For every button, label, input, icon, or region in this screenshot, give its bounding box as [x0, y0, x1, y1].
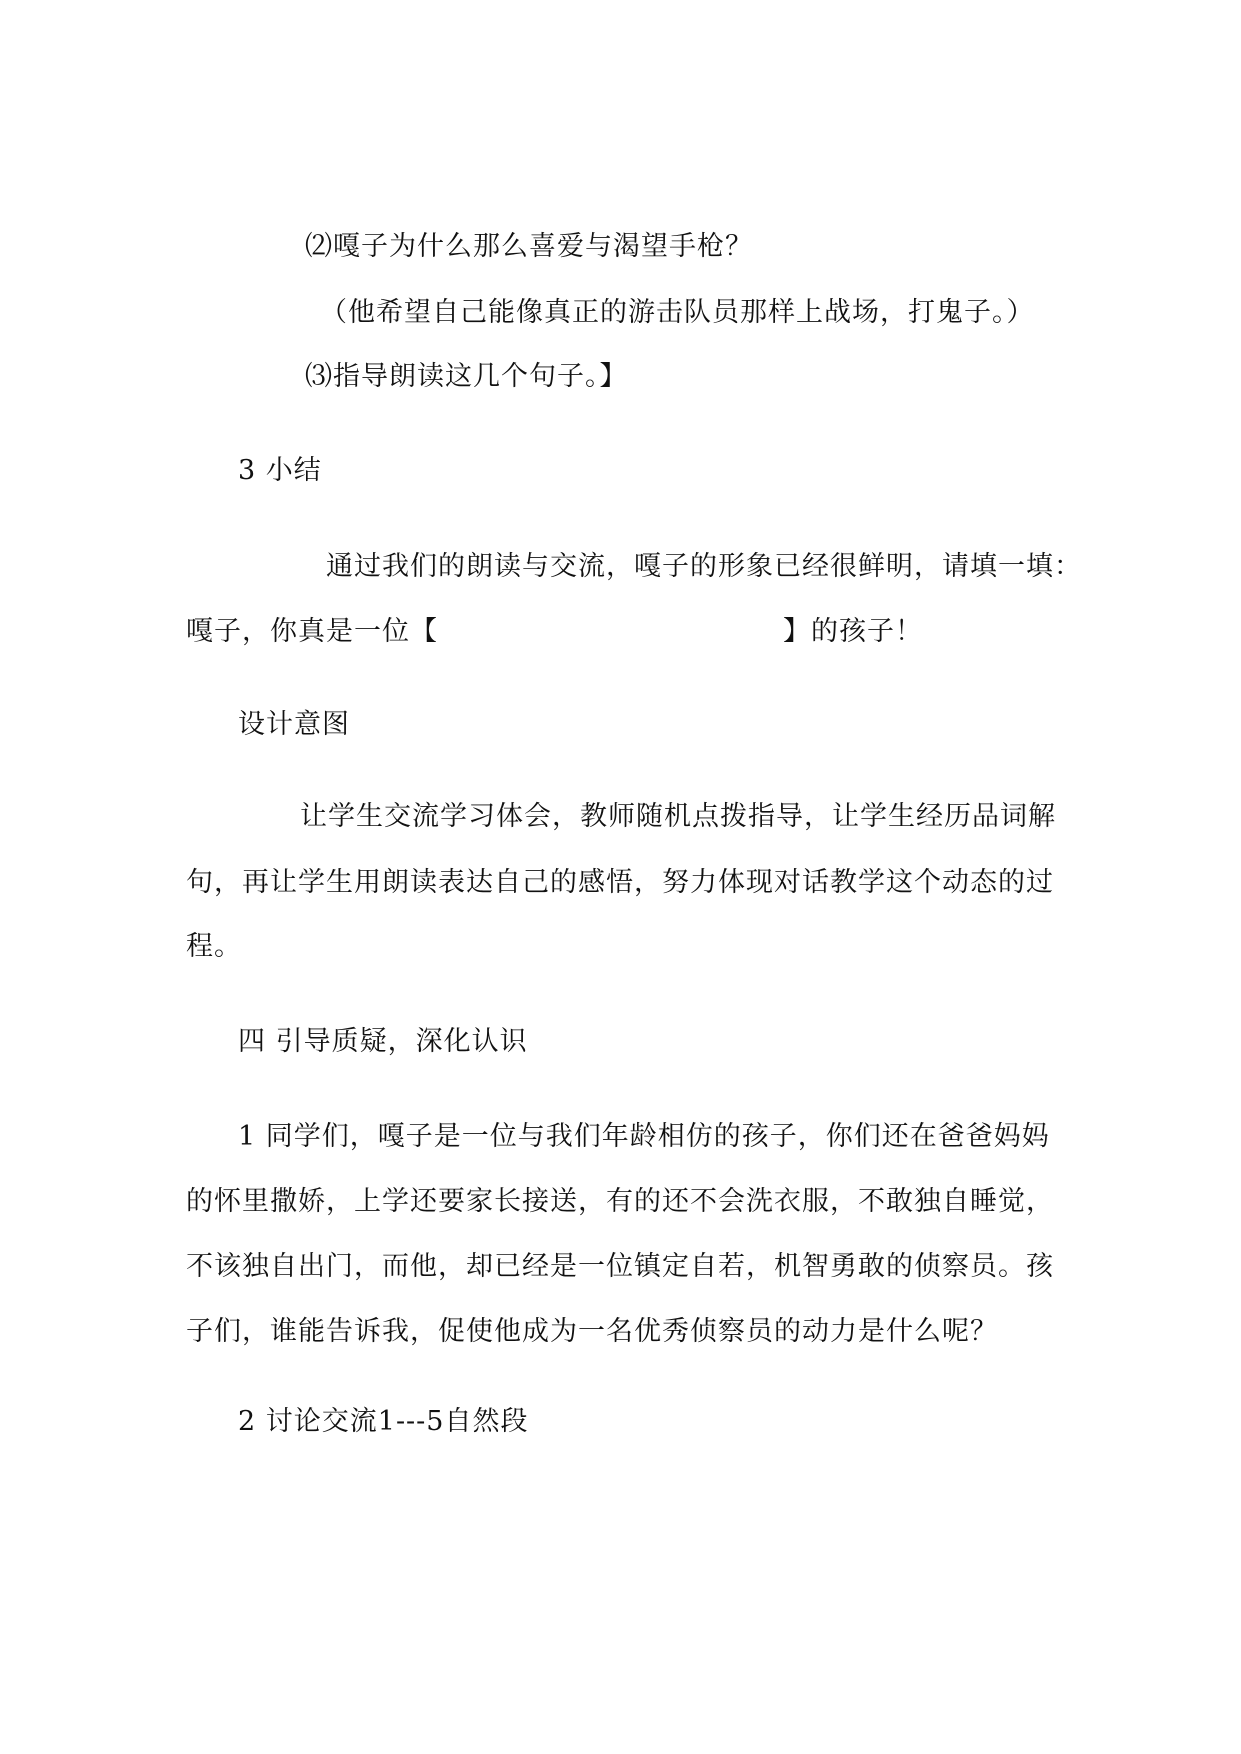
design-paragraph-line-1: 让学生交流学习体会，教师随机点拨指导，让学生经历品词解 [300, 801, 1056, 832]
answer-2: （他希望自己能像真正的游击队员那样上战场，打鬼子。） [320, 297, 1035, 328]
section-4-paragraph-line-1: 1 同学们，嘎子是一位与我们年龄相仿的孩子，你们还在爸爸妈妈 [238, 1121, 1050, 1152]
design-paragraph-line-3: 程。 [186, 931, 242, 962]
section-4-item-2: 2 讨论交流1---5自然段 [238, 1406, 529, 1437]
design-heading: 设计意图 [238, 709, 350, 740]
fill-in-left: 嘎子，你真是一位【 [186, 616, 438, 647]
fill-in-right: 】的孩子！ [783, 616, 923, 647]
summary-paragraph-line-2 [186, 615, 923, 649]
question-3: ⑶指导朗读这几个句子。】 [305, 361, 628, 392]
summary-heading: 3 小结 [238, 455, 322, 486]
design-paragraph-line-2: 句，再让学生用朗读表达自己的感悟，努力体现对话教学这个动态的过 [186, 867, 1054, 898]
section-4-heading: 四 引导质疑，深化认识 [238, 1026, 528, 1057]
section-4-paragraph-line-2: 的怀里撒娇，上学还要家长接送，有的还不会洗衣服，不敢独自睡觉， [186, 1186, 1054, 1217]
summary-paragraph-line-1: 通过我们的朗读与交流，嘎子的形象已经很鲜明，请填一填： [326, 551, 1082, 582]
section-4-paragraph-line-3: 不该独自出门，而他，却已经是一位镇定自若，机智勇敢的侦察员。孩 [186, 1251, 1054, 1282]
section-4-paragraph-line-4: 子们，谁能告诉我，促使他成为一名优秀侦察员的动力是什么呢？ [186, 1316, 998, 1347]
question-2: ⑵嘎子为什么那么喜爱与渴望手枪？ [305, 231, 753, 262]
